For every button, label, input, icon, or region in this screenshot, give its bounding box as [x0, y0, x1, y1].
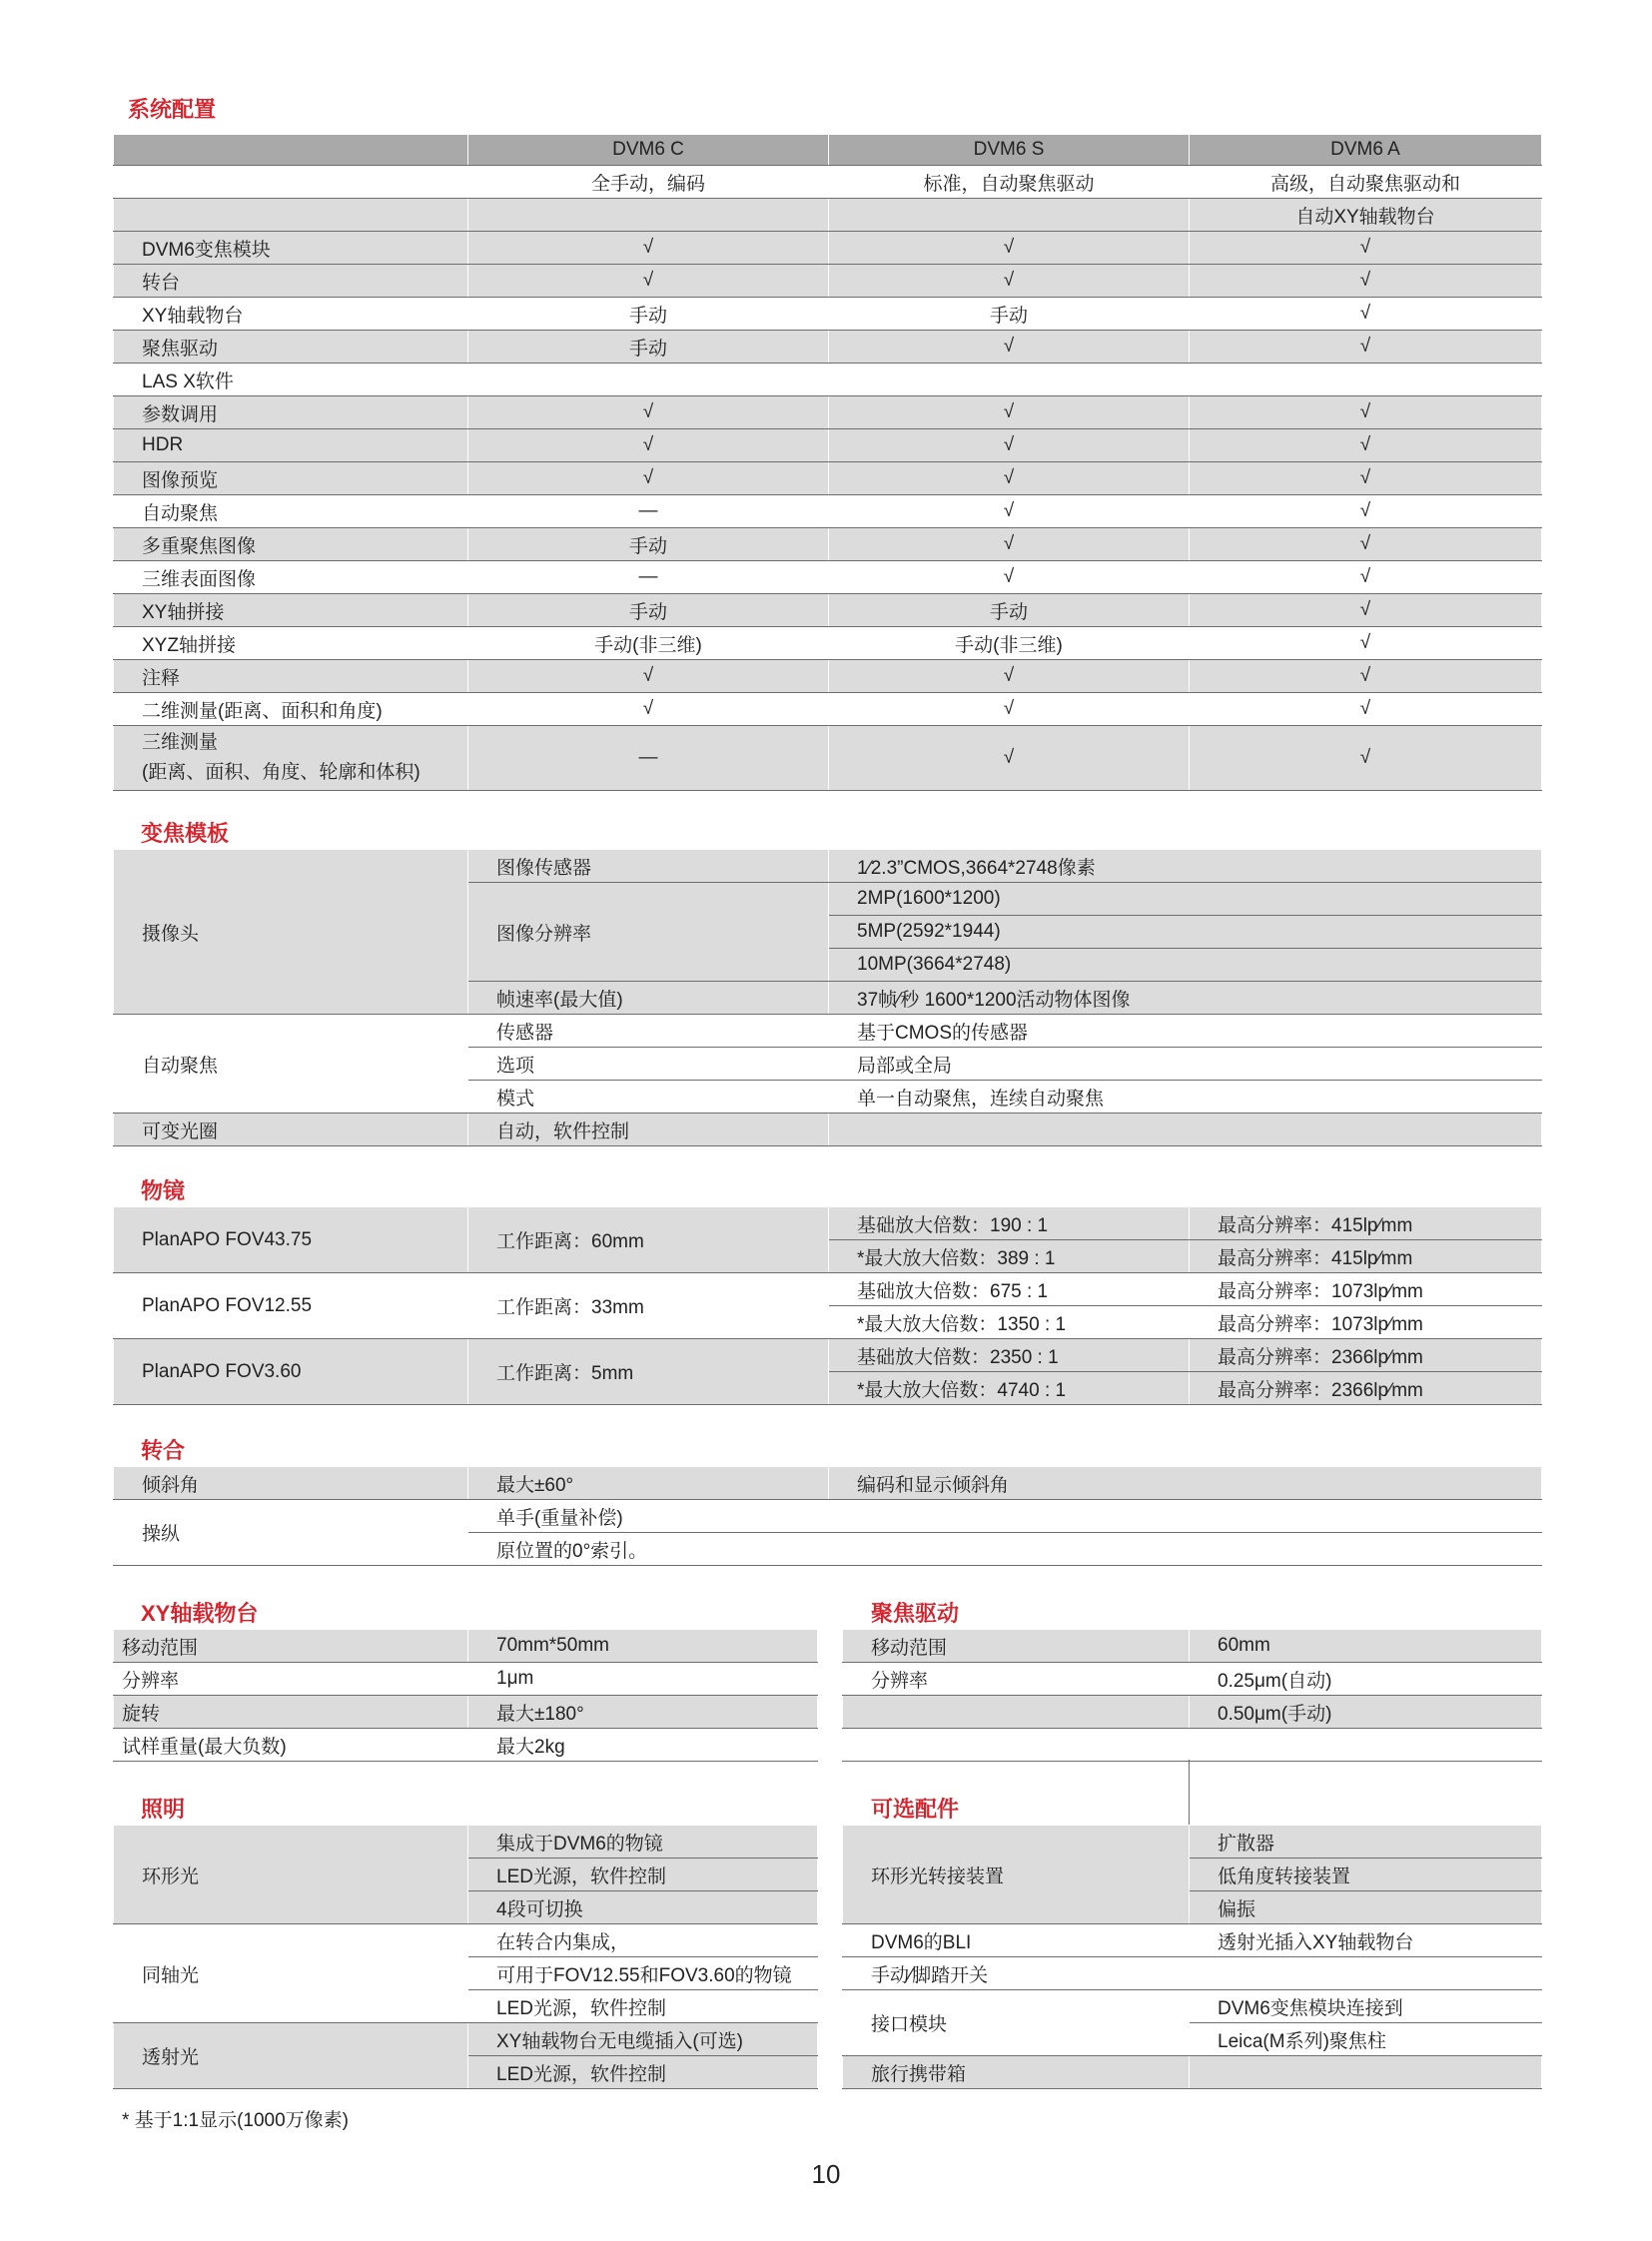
cell-dvm6c: 手动 [468, 594, 829, 627]
table-row [114, 1339, 1542, 1372]
table-row: DVM6的BLI 透射光插入XY轴载物台 [843, 1924, 1542, 1957]
tilt-table [113, 1466, 1542, 1566]
cell-dvm6c: — [468, 495, 829, 528]
table-row: 自动聚焦 传感器 基于CMOS的传感器 [114, 1015, 1542, 1048]
table-row [114, 693, 1542, 726]
row-label: XY轴载物台 [114, 298, 468, 331]
footnote: * 基于1:1显示(1000万像素) [122, 2110, 350, 2131]
row-label: 多重聚焦图像 [114, 528, 468, 561]
header-blank [114, 135, 468, 166]
table-row [114, 1500, 1542, 1533]
cell-dvm6s: √ [829, 693, 1190, 726]
tilt-angle-max: 最大±60° [468, 1467, 829, 1500]
column-divider [1189, 1760, 1190, 1826]
table-row: 透射光 XY轴载物台无电缆插入(可选) [114, 2023, 818, 2056]
table-row: 0.50μm(手动) [843, 1696, 1542, 1729]
cell-dvm6s: √ [829, 265, 1190, 298]
cell-dvm6c: 手动(非三维) [468, 627, 829, 660]
section-title-zoom: 变焦模板 [141, 821, 230, 846]
tilt-angle-label: 倾斜角 [114, 1467, 468, 1500]
table-row [114, 1273, 1542, 1306]
xy-stage-table [113, 1629, 818, 1762]
coaxial-light-label: 同轴光 [114, 1924, 468, 2023]
desc-dvm6a-2: 自动XY轴载物台 [1190, 199, 1542, 232]
table-row: 环形光转接装置 扩散器 [843, 1826, 1542, 1859]
tilt-angle-note: 编码和显示倾斜角 [829, 1467, 1542, 1500]
row-label: 聚焦驱动 [114, 331, 468, 364]
cell-dvm6a: √ [1190, 660, 1542, 693]
table-row [114, 726, 1542, 791]
focus-drive-table [842, 1629, 1542, 1762]
image-sensor-value: 1⁄2.3”CMOS,3664*2748像素 [829, 850, 1542, 883]
max-resolution: 最高分辨率：2366lp⁄mm [1190, 1339, 1542, 1372]
cell-dvm6s: √ [829, 462, 1190, 495]
table-row [114, 561, 1542, 594]
cell-dvm6c: — [468, 561, 829, 594]
cell-dvm6s: √ [829, 495, 1190, 528]
table-row: 环形光 集成于DVM6的物镜 [114, 1826, 818, 1859]
table-header-row [114, 135, 1542, 166]
cell-dvm6a: √ [1190, 627, 1542, 660]
table-row: 手动⁄脚踏开关 [843, 1957, 1542, 1990]
section-title-xy-stage: XY轴载物台 [141, 1601, 259, 1626]
cell-dvm6c [468, 364, 829, 396]
table-row: 试样重量(最大负数) 最大2kg [114, 1729, 818, 1762]
table-row: 移动范围 60mm [843, 1630, 1542, 1663]
table-row [114, 627, 1542, 660]
table-row: 同轴光 在转合内集成， [114, 1924, 818, 1957]
system-config-table [113, 134, 1542, 791]
table-row [843, 1729, 1542, 1762]
description-row-2 [114, 199, 1542, 232]
row-label: 注释 [114, 660, 468, 693]
table-row: 偏振 [843, 1891, 1542, 1924]
section-title-accessories: 可选配件 [871, 1797, 960, 1822]
max-magnification: *最大放大倍数：4740 : 1 [829, 1372, 1190, 1405]
ring-light-label: 环形光 [114, 1826, 468, 1924]
column-header-dvm6c: DVM6 C [468, 135, 829, 166]
desc-dvm6c: 全手动，编码 [468, 166, 829, 199]
table-row: LED光源，软件控制 [114, 1990, 818, 2023]
table-row [114, 528, 1542, 561]
cell-dvm6s: √ [829, 232, 1190, 265]
row-label: 参数调用 [114, 396, 468, 429]
table-row: 旋转 最大±180° [114, 1696, 818, 1729]
table-row [114, 1207, 1542, 1240]
resolution-value: 5MP(2592*1944) [829, 916, 1542, 949]
table-row: 接口模块 DVM6变焦模块连接到 [843, 1990, 1542, 2023]
cell-dvm6c: 手动 [468, 331, 829, 364]
base-magnification: 基础放大倍数：675 : 1 [829, 1273, 1190, 1306]
camera-label: 摄像头 [114, 850, 468, 1015]
control-value: 原位置的0°索引。 [468, 1533, 1542, 1566]
table-row [114, 265, 1542, 298]
cell-dvm6a: √ [1190, 298, 1542, 331]
desc-dvm6s: 标准，自动聚焦驱动 [829, 166, 1190, 199]
table-row [114, 594, 1542, 627]
table-row [114, 232, 1542, 265]
max-resolution: 最高分辨率：1073lp⁄mm [1190, 1306, 1542, 1339]
column-header-dvm6s: DVM6 S [829, 135, 1190, 166]
page-number: 10 [811, 2159, 841, 2189]
row-label: 三维表面图像 [114, 561, 468, 594]
row-label: LAS X软件 [114, 364, 468, 396]
objectives-table [113, 1206, 1542, 1405]
table-row [114, 495, 1542, 528]
max-magnification: *最大放大倍数：389 : 1 [829, 1240, 1190, 1273]
cell-dvm6c: √ [468, 660, 829, 693]
cell-dvm6a: √ [1190, 331, 1542, 364]
table-row [114, 396, 1542, 429]
row-label: 自动聚焦 [114, 495, 468, 528]
table-row [114, 660, 1542, 693]
cell-dvm6s: √ [829, 660, 1190, 693]
lighting-table [113, 1825, 818, 2089]
resolution-value: 10MP(3664*2748) [829, 949, 1542, 982]
cell-dvm6s [829, 364, 1190, 396]
cell-dvm6a: √ [1190, 495, 1542, 528]
section-title-objectives: 物镜 [141, 1178, 186, 1203]
cell-dvm6c: √ [468, 693, 829, 726]
accessories-table [842, 1825, 1542, 2089]
cell-dvm6s: √ [829, 561, 1190, 594]
row-label: XYZ轴拼接 [114, 627, 468, 660]
cell-dvm6c: — [468, 726, 829, 791]
table-row [114, 331, 1542, 364]
table-row [114, 298, 1542, 331]
objective-name: PlanAPO FOV43.75 [114, 1207, 468, 1273]
cell-dvm6s: √ [829, 396, 1190, 429]
control-label: 操纵 [114, 1500, 468, 1566]
cell-dvm6c: 手动 [468, 298, 829, 331]
cell-dvm6s: √ [829, 331, 1190, 364]
desc-dvm6a: 高级，自动聚焦驱动和 [1190, 166, 1542, 199]
base-magnification: 基础放大倍数：190 : 1 [829, 1207, 1190, 1240]
table-row: 4段可切换 [114, 1891, 818, 1924]
cell-dvm6a: √ [1190, 429, 1542, 462]
zoom-module-table [113, 849, 1542, 1146]
cell-dvm6a: √ [1190, 528, 1542, 561]
cell-dvm6c: √ [468, 429, 829, 462]
cell-dvm6a: √ [1190, 561, 1542, 594]
max-resolution: 最高分辨率：415lp⁄mm [1190, 1207, 1542, 1240]
max-resolution: 最高分辨率：2366lp⁄mm [1190, 1372, 1542, 1405]
control-value: 单手(重量补偿) [468, 1500, 1542, 1533]
row-label: 二维测量(距离、面积和角度) [114, 693, 468, 726]
resolution-label: 图像分辨率 [468, 883, 829, 982]
cell-dvm6a [1190, 364, 1542, 396]
max-magnification: *最大放大倍数：1350 : 1 [829, 1306, 1190, 1339]
section-title-tilt: 转合 [141, 1438, 186, 1463]
cell-dvm6a: √ [1190, 232, 1542, 265]
table-row: 可用于FOV12.55和FOV3.60的物镜 [114, 1957, 818, 1990]
ring-adapter-label: 环形光转接装置 [843, 1826, 1190, 1924]
table-row: 分辨率 0.25μm(自动) [843, 1663, 1542, 1696]
cell-dvm6c: √ [468, 396, 829, 429]
description-row [114, 166, 1542, 199]
table-row: 低角度转接装置 [843, 1859, 1542, 1891]
table-row: 移动范围 70mm*50mm [114, 1630, 818, 1663]
row-label: DVM6变焦模块 [114, 232, 468, 265]
max-resolution: 最高分辨率：1073lp⁄mm [1190, 1273, 1542, 1306]
base-magnification: 基础放大倍数：2350 : 1 [829, 1339, 1190, 1372]
cell-dvm6c: √ [468, 265, 829, 298]
row-label: 转台 [114, 265, 468, 298]
row-label: HDR [114, 429, 468, 462]
aperture-label: 可变光圈 [114, 1114, 468, 1146]
autofocus-label: 自动聚焦 [114, 1015, 468, 1114]
table-row: 分辨率 1μm [114, 1663, 818, 1696]
table-row [114, 462, 1542, 495]
transmitted-light-label: 透射光 [114, 2023, 468, 2089]
cell-dvm6a: √ [1190, 265, 1542, 298]
resolution-value: 2MP(1600*1200) [829, 883, 1542, 916]
section-title-lighting: 照明 [141, 1797, 186, 1822]
objective-name: PlanAPO FOV3.60 [114, 1339, 468, 1405]
section-title-focus-drive: 聚焦驱动 [871, 1601, 960, 1626]
table-row [114, 429, 1542, 462]
cell-dvm6a: √ [1190, 693, 1542, 726]
cell-dvm6s: √ [829, 528, 1190, 561]
table-row: 选项 局部或全局 [114, 1048, 1542, 1081]
column-header-dvm6a: DVM6 A [1190, 135, 1542, 166]
working-distance: 工作距离：33mm [468, 1273, 829, 1339]
cell-dvm6s: √ [829, 726, 1190, 791]
interface-label: 接口模块 [843, 1990, 1190, 2056]
cell-dvm6a: √ [1190, 726, 1542, 791]
cell-dvm6a: √ [1190, 396, 1542, 429]
table-row [114, 1467, 1542, 1500]
row-label: 图像预览 [114, 462, 468, 495]
cell-dvm6a: √ [1190, 594, 1542, 627]
cell-dvm6s: 手动 [829, 298, 1190, 331]
row-label: 三维测量 (距离、面积、角度、轮廓和体积) [114, 726, 468, 791]
table-row: 模式 单一自动聚焦，连续自动聚焦 [114, 1081, 1542, 1114]
framerate-value: 37帧⁄秒 1600*1200活动物体图像 [829, 982, 1542, 1015]
table-row [114, 1114, 1542, 1146]
cell-dvm6s: √ [829, 429, 1190, 462]
table-row: 旅行携带箱 [843, 2056, 1542, 2089]
objective-name: PlanAPO FOV12.55 [114, 1273, 468, 1339]
cell-dvm6c: 手动 [468, 528, 829, 561]
table-row: LED光源，软件控制 [114, 1859, 818, 1891]
row-label: XY轴拼接 [114, 594, 468, 627]
max-resolution: 最高分辨率：415lp⁄mm [1190, 1240, 1542, 1273]
cell-dvm6a: √ [1190, 462, 1542, 495]
working-distance: 工作距离：60mm [468, 1207, 829, 1273]
cell-dvm6s: 手动 [829, 594, 1190, 627]
aperture-value: 自动，软件控制 [468, 1114, 829, 1146]
section-title-system: 系统配置 [128, 97, 217, 122]
working-distance: 工作距离：5mm [468, 1339, 829, 1405]
table-row [114, 850, 1542, 883]
framerate-label: 帧速率(最大值) [468, 982, 829, 1015]
table-row [114, 364, 1542, 396]
table-row: LED光源，软件控制 [114, 2056, 818, 2089]
image-sensor-label: 图像传感器 [468, 850, 829, 883]
table-row: Leica(M系列)聚焦柱 [843, 2023, 1542, 2056]
cell-dvm6c: √ [468, 232, 829, 265]
cell-dvm6c: √ [468, 462, 829, 495]
cell-dvm6s: 手动(非三维) [829, 627, 1190, 660]
